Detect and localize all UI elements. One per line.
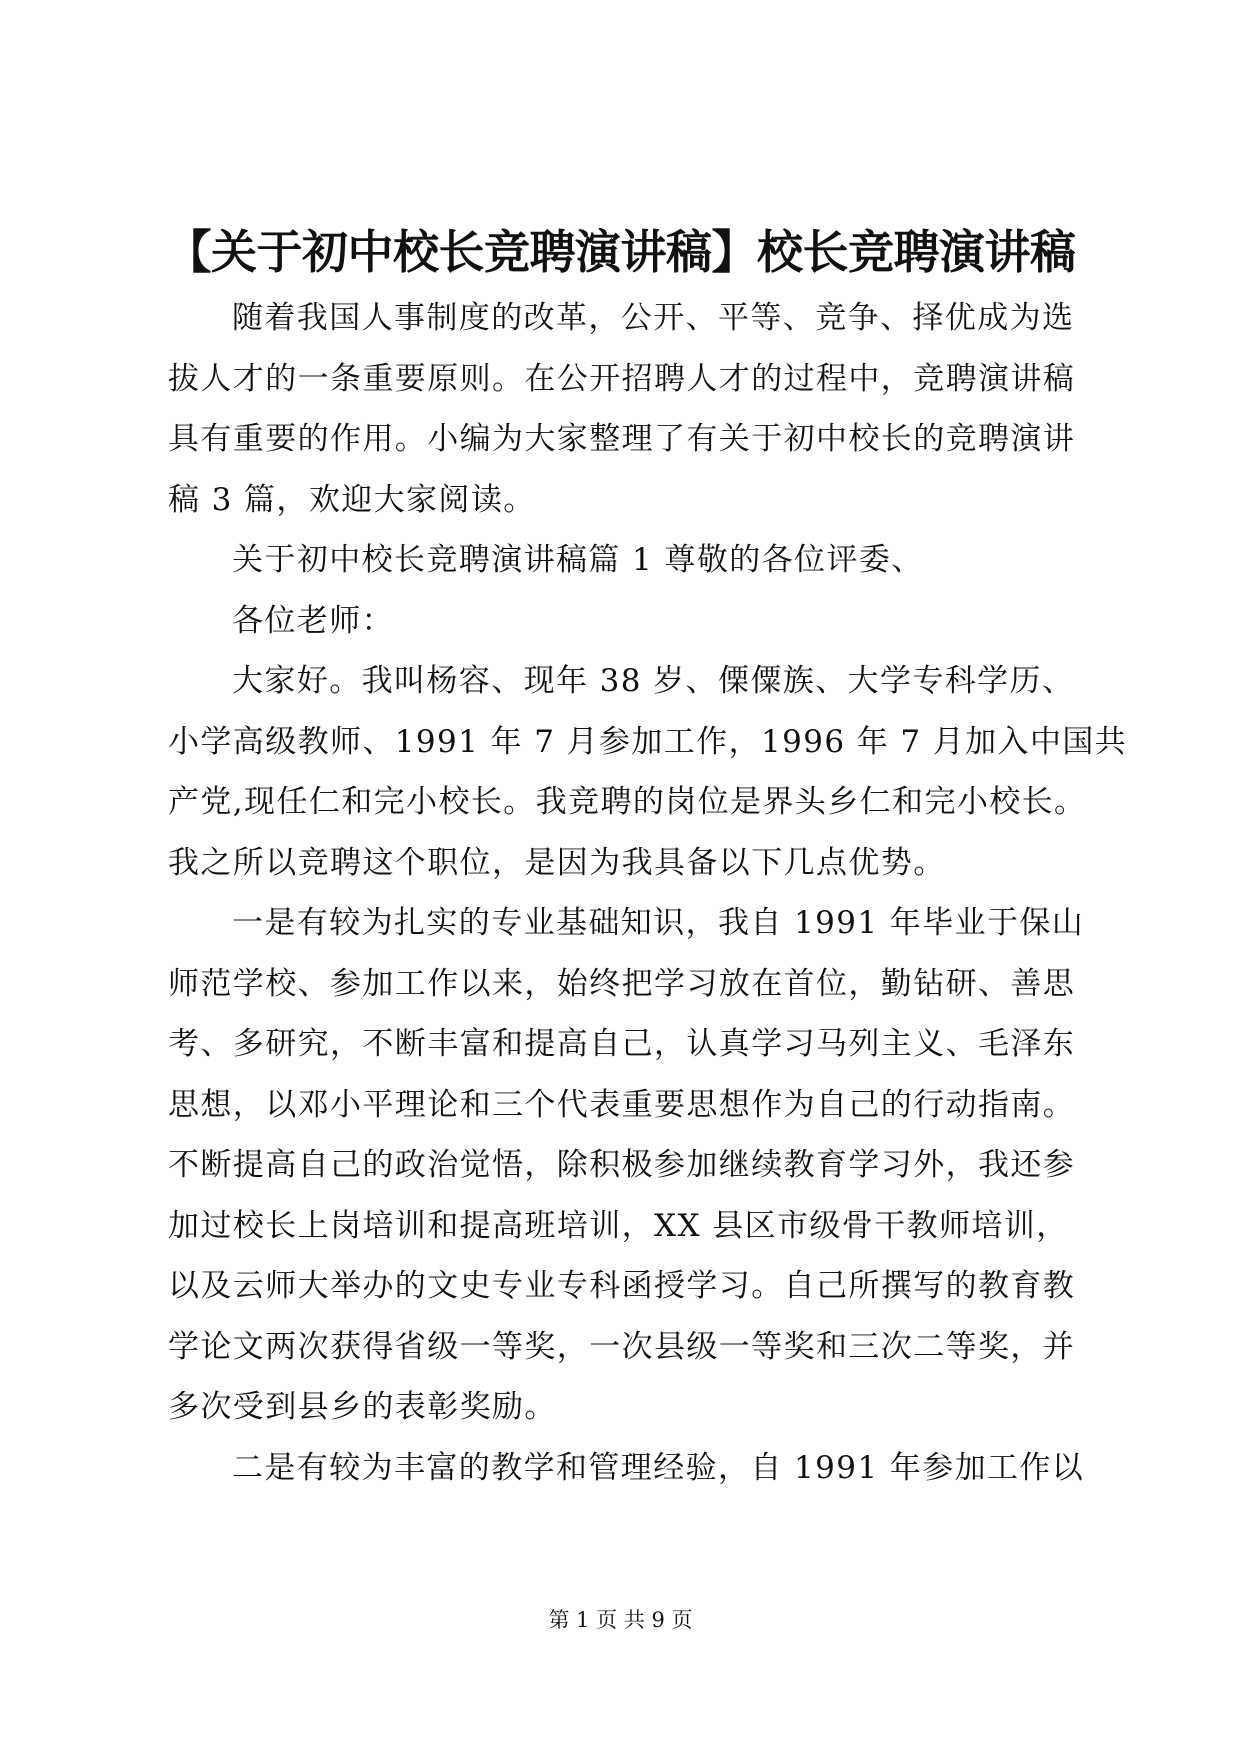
paragraph-line: 具有重要的作用。小编为大家整理了有关于初中校长的竞聘演讲 [168, 421, 1076, 457]
paragraph-line: 多次受到县乡的表彰奖励。 [168, 1389, 557, 1425]
paragraph-line: 稿 3 篇，欢迎大家阅读。 [168, 481, 536, 518]
paragraph-line: 学论文两次获得省级一等奖，一次县级一等奖和三次二等奖，并 [168, 1328, 1076, 1365]
paragraph-line: 师范学校、参加工作以来，始终把学习放在首位，勤钻研、善思 [168, 965, 1076, 1002]
paragraph-line: 随着我国人事制度的改革，公开、平等、竞争、择优成为选 [232, 300, 1075, 336]
paragraph-line: 关于初中校长竞聘演讲稿篇 1 尊敬的各位评委、 [232, 542, 924, 578]
document-title: 【关于初中校长竞聘演讲稿】校长竞聘演讲稿 [165, 225, 1076, 279]
paragraph-line: 各位老师： [232, 602, 394, 639]
paragraph-line: 思想，以邓小平理论和三个代表重要思想作为自己的行动指南。 [168, 1086, 1076, 1123]
paragraph-line: 二是有较为丰富的教学和管理经验，自 1991 年参加工作以 [232, 1449, 1085, 1486]
paragraph-line: 我之所以竞聘这个职位，是因为我具备以下几点优势。 [168, 844, 946, 881]
paragraph-line: 不断提高自己的政治觉悟，除积极参加继续教育学习外，我还参 [168, 1147, 1076, 1183]
paragraph-line: 小学高级教师、1991 年 7 月参加工作，1996 年 7 月加入中国共 [168, 723, 1128, 760]
document-body [168, 288, 1128, 1498]
paragraph-line: 以及云师大举办的文史专业专科函授学习。自己所撰写的教育教 [168, 1268, 1076, 1304]
paragraph-line: 一是有较为扎实的专业基础知识，我自 1991 年毕业于保山 [232, 905, 1085, 941]
paragraph-line: 拔人才的一条重要原则。在公开招聘人才的过程中，竞聘演讲稿 [168, 360, 1076, 397]
paragraph-line: 考、多研究，不断丰富和提高自己，认真学习马列主义、毛泽东 [168, 1026, 1076, 1062]
paragraph-line: 产党,现任仁和完小校长。我竞聘的岗位是界头乡仁和完小校长。 [168, 784, 1087, 820]
page-number-footer: 第 1 页 共 9 页 [548, 1608, 693, 1632]
paragraph-line: 加过校长上岗培训和提高班培训，XX 县区市级骨干教师培训， [168, 1207, 1069, 1244]
paragraph-line: 大家好。我叫杨容、现年 38 岁、傈僳族、大学专科学历、 [232, 663, 1075, 699]
